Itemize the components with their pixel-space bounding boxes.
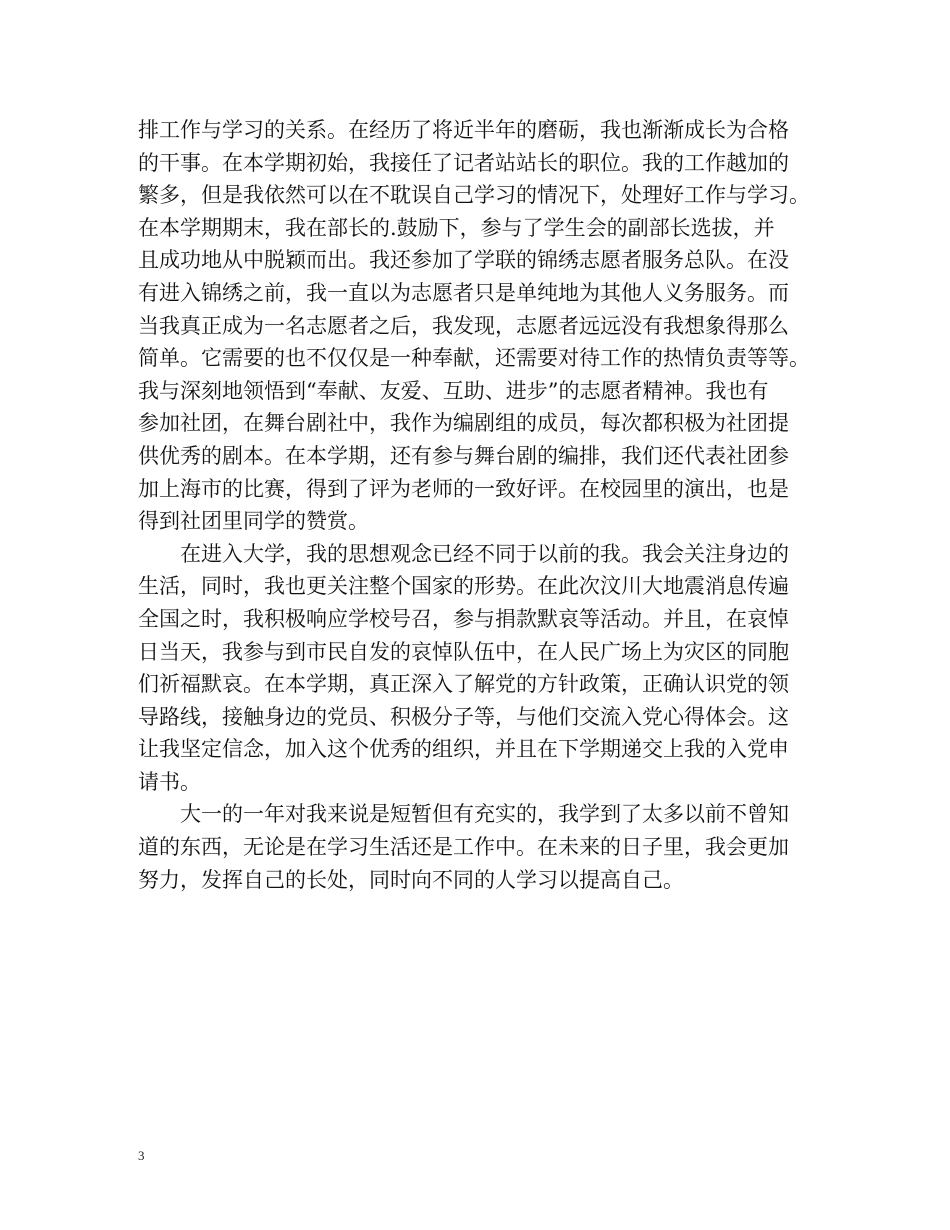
text-line: 加上海市的比赛，得到了评为老师的一致好评。在校园里的演出，也是 <box>138 476 789 501</box>
text-line: 在本学期期末，我在部长的.鼓励下，参与了学生会的副部长选拔，并 <box>138 215 775 240</box>
text-line: 简单。它需要的也不仅仅是一种奉献，还需要对待工作的热情负责等等。 <box>138 346 810 371</box>
text-line: 有进入锦绣之前，我一直以为志愿者只是单纯地为其他人义务服务。而 <box>138 280 789 305</box>
text-line: 请书。 <box>138 769 201 794</box>
body-text <box>138 114 828 896</box>
text-line: 我与深刻地领悟到“奉献、友爱、互助、进步”的志愿者精神。我也有 <box>138 378 769 403</box>
text-line: 努力，发挥自己的长处，同时向不同的人学习以提高自己。 <box>138 867 684 892</box>
text-line: 参加社团，在舞台剧社中，我作为编剧组的成员，每次都积极为社团提 <box>138 411 789 436</box>
text-line: 繁多，但是我依然可以在不耽误自己学习的情况下，处理好工作与学习。 <box>138 183 810 208</box>
text-line: 大一的一年对我来说是短暂但有充实的，我学到了太多以前不曾知 <box>138 802 789 827</box>
text-line: 全国之时，我积极响应学校号召，参与捐款默哀等活动。并且，在哀悼 <box>138 606 789 631</box>
text-line: 们祈福默哀。在本学期，真正深入了解党的方针政策，正确认识党的领 <box>138 672 789 697</box>
text-line: 生活，同时，我也更关注整个国家的形势。在此次汶川大地震消息传遍 <box>138 574 789 599</box>
text-line: 道的东西，无论是在学习生活还是工作中。在未来的日子里，我会更加 <box>138 835 789 860</box>
text-line: 当我真正成为一名志愿者之后，我发现，志愿者远远没有我想象得那么 <box>138 313 789 338</box>
text-line: 日当天，我参与到市民自发的哀悼队伍中，在人民广场上为灾区的同胞 <box>138 639 789 664</box>
page-number: 3 <box>138 1148 145 1163</box>
text-line: 且成功地从中脱颖而出。我还参加了学联的锦绣志愿者服务总队。在没 <box>138 248 789 273</box>
text-line: 在进入大学，我的思想观念已经不同于以前的我。我会关注身边的 <box>138 541 789 566</box>
text-line: 让我坚定信念，加入这个优秀的组织，并且在下学期递交上我的入党申 <box>138 737 789 762</box>
text-line: 导路线，接触身边的党员、积极分子等，与他们交流入党心得体会。这 <box>138 704 789 729</box>
text-line: 排工作与学习的关系。在经历了将近半年的磨砺，我也渐渐成长为合格 <box>138 118 789 142</box>
text-line: 的干事。在本学期初始，我接任了记者站站长的职位。我的工作越加的 <box>138 150 789 175</box>
text-line: 供优秀的剧本。在本学期，还有参与舞台剧的编排，我们还代表社团参 <box>138 443 789 468</box>
text-line: 得到社团里同学的赞赏。 <box>138 509 369 534</box>
